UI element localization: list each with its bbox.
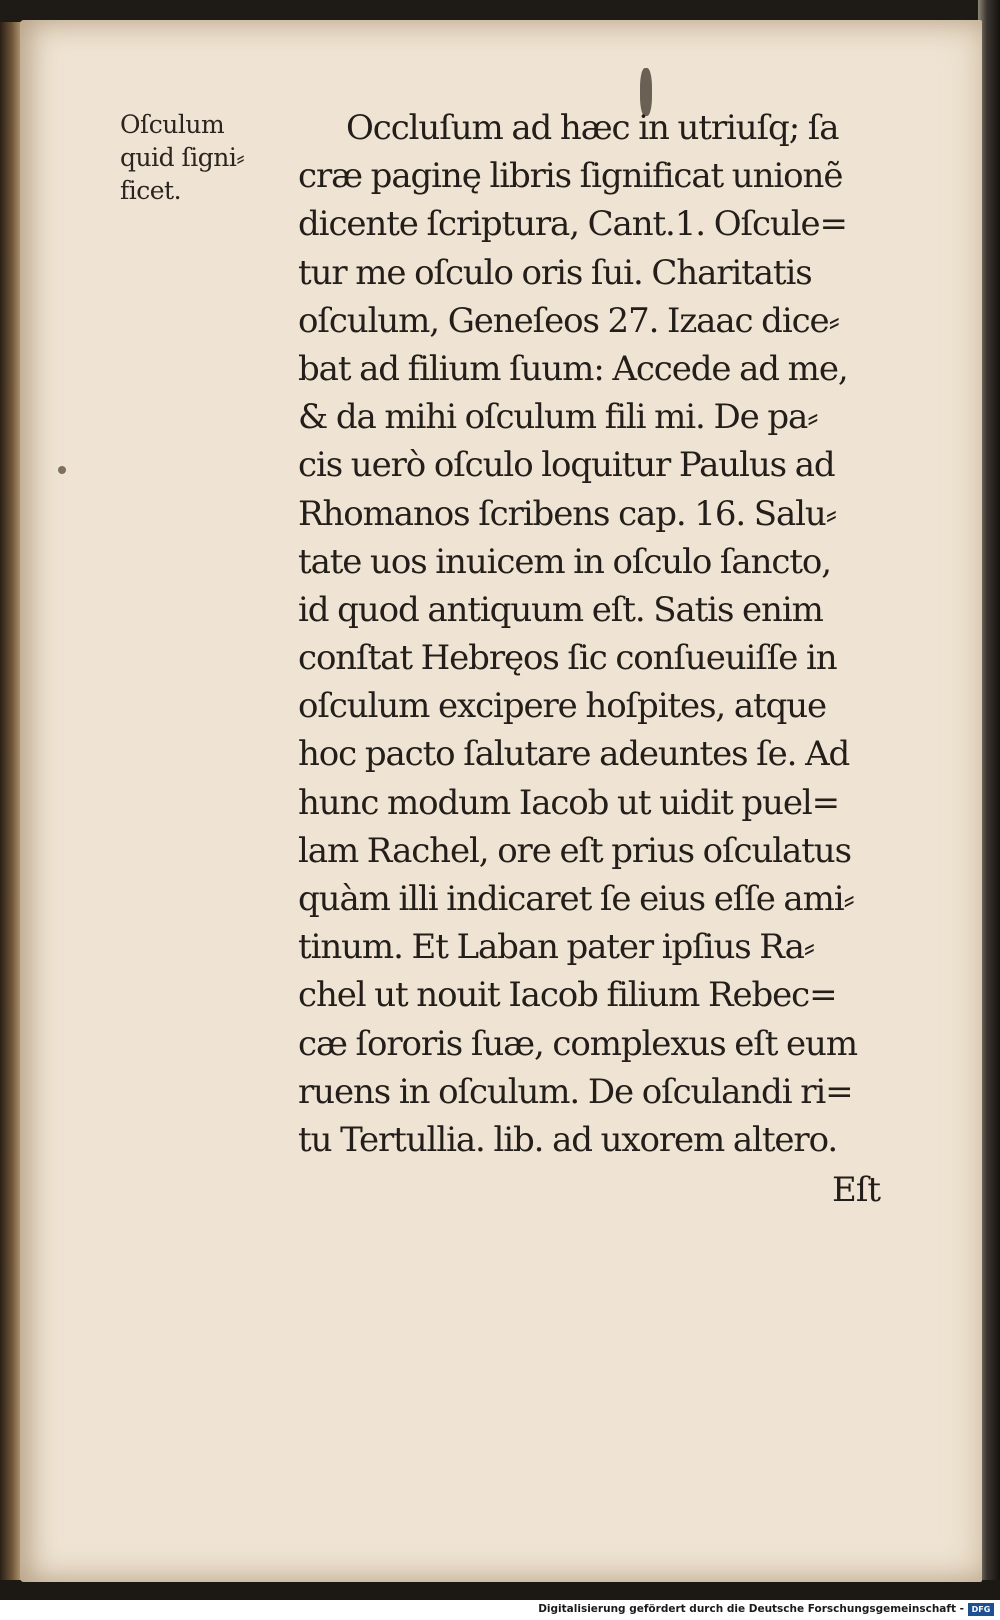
text-line: cis uerò oſculo loquitur Paulus ad [298, 445, 835, 486]
marginal-note-line: ficet. [120, 176, 182, 205]
catchword: Eſt [832, 1170, 881, 1210]
digitization-footer [0, 1600, 1000, 1620]
text-line: tu Tertullia. lib. ad uxorem altero. [298, 1119, 838, 1160]
text-line: Occluſum ad hæc in utriuſq; ſa [346, 108, 839, 148]
paper-spot [58, 466, 66, 474]
text-line: conſtat Hebręos ſic conſueuiſſe in [298, 638, 837, 679]
text-line: chel ut nouit Iacob filium Rebec= [298, 975, 837, 1016]
text-line: tate uos inuicem in oſculo ſancto, [298, 541, 831, 582]
text-line: Rhomanos ſcribens cap. 16. Salu⸗ [298, 493, 836, 534]
marginal-note-line: Oſculum [120, 110, 225, 139]
text-line: bat ad filium ſuum: Accede ad me, [298, 348, 848, 389]
marginal-note [120, 108, 310, 207]
scan-top-border [0, 0, 1000, 22]
scan-bottom-border [0, 1580, 1000, 1600]
text-line: dicente ſcriptura, Cant.1. Oſcule= [298, 204, 847, 245]
dfg-logo: DFG [968, 1603, 994, 1616]
text-line: oſculum, Geneſeos 27. Izaac dice⸗ [298, 300, 839, 341]
text-line: cræ paginę libris ſignificat unionẽ [298, 156, 843, 197]
text-line: id quod antiquum eſt. Satis enim [298, 589, 823, 630]
text-line: lam Rachel, ore eſt prius oſculatus [298, 830, 851, 871]
text-line: oſculum excipere hoſpites, atque [298, 686, 827, 727]
main-text-block [298, 104, 918, 1164]
marginal-note-line: quid ſigni⸗ [120, 143, 245, 172]
text-line: hoc pacto ſalutare adeuntes ſe. Ad [298, 734, 850, 775]
text-line: hunc modum Iacob ut uidit puel= [298, 782, 840, 823]
text-line: & da mihi oſculum fili mi. De pa⸗ [298, 397, 818, 438]
text-line: quàm illi indicaret ſe eius eſſe ami⸗ [298, 879, 854, 919]
text-line: ruens in oſculum. De oſculandi ri= [298, 1071, 853, 1112]
text-line: tur me oſculo oris ſui. Charitatis [298, 252, 812, 293]
funding-credit: Digitalisierung gefördert durch die Deutsche Forschungsgemeinschaft - [538, 1603, 964, 1615]
text-line: tinum. Et Laban pater ipſius Ra⸗ [298, 927, 814, 968]
text-line: cæ ſororis ſuæ, complexus eſt eum [298, 1023, 857, 1064]
